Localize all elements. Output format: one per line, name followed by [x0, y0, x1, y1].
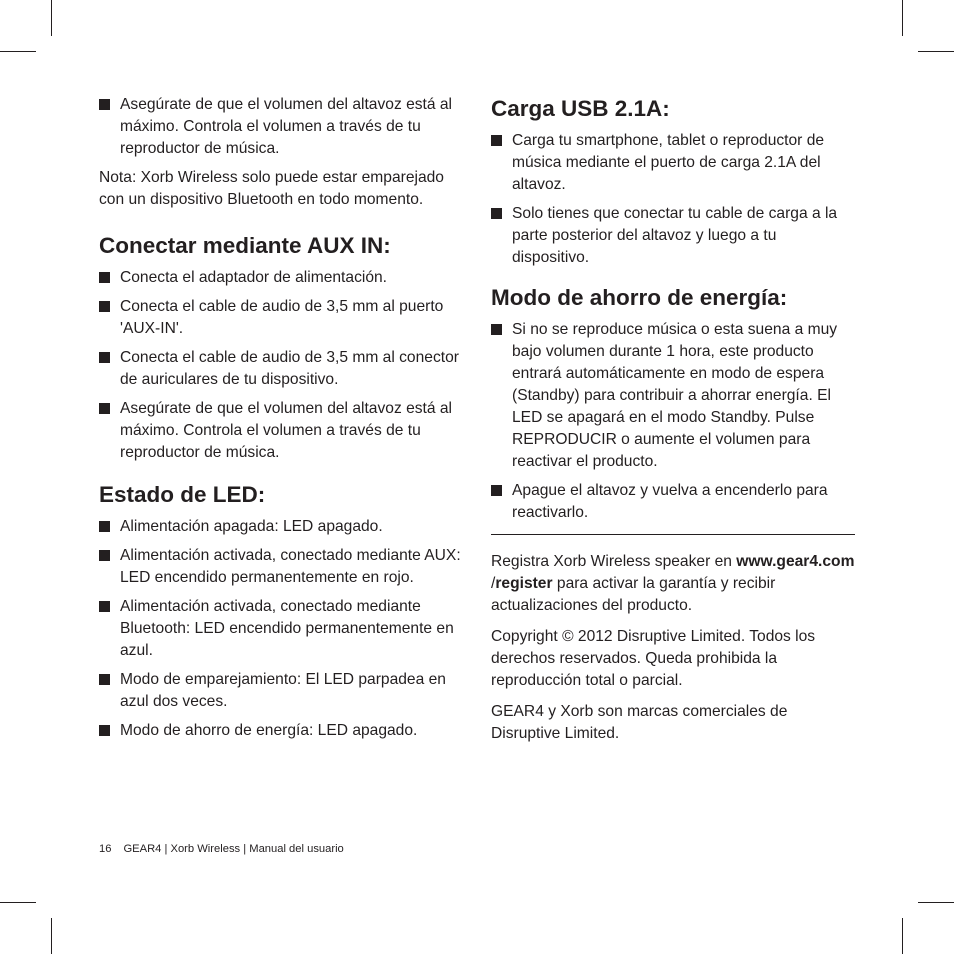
list-item: Asegúrate de que el volumen del altavoz está al máximo. Controla el volumen a través de tu reproductor de música. — [99, 94, 465, 160]
bullet-square-icon — [99, 352, 110, 363]
list-item: Solo tienes que conectar tu cable de carga a la parte posterior del altavoz y luego a tu dispositivo. — [491, 203, 855, 269]
aux-bullet-list — [99, 267, 465, 464]
website-link[interactable]: www.gear4.com — [736, 553, 855, 570]
bullet-square-icon — [99, 272, 110, 283]
bullet-square-icon — [99, 99, 110, 110]
list-item: Apague el altavoz y vuelva a encenderlo para reactivarlo. — [491, 480, 855, 524]
list-item: Si no se reproduce música o esta suena a muy bajo volumen durante 1 hora, este producto entrará automáticamente en modo de espera (Standby) para contribuir a ahorrar energía. El LED se apagará en el modo Standby. Pulse REPRODUCIR o aumente el volumen para reactivar el producto. — [491, 319, 855, 473]
section-title-energy: Modo de ahorro de energía: — [491, 285, 788, 310]
bluetooth-note: Nota: Xorb Wireless solo puede estar emparejado con un dispositivo Bluetooth en todo momento. — [99, 169, 444, 208]
list-item: Asegúrate de que el volumen del altavoz está al máximo. Controla el volumen a través de tu reproductor de música. — [99, 398, 465, 464]
usb-bullet-list — [491, 130, 855, 269]
left-column — [99, 94, 465, 749]
led-bullet-list — [99, 516, 465, 742]
section-title-usb: Carga USB 2.1A: — [491, 96, 670, 121]
list-item: Modo de ahorro de energía: LED apagado. — [99, 720, 465, 742]
energy-bullet-list — [491, 319, 855, 524]
list-item: Conecta el adaptador de alimentación. — [99, 267, 465, 289]
bullet-square-icon — [99, 403, 110, 414]
crop-mark-top-right-h — [918, 51, 954, 52]
list-item: Alimentación activada, conectado mediante AUX: LED encendido permanentemente en rojo. — [99, 545, 465, 589]
crop-mark-top-right-v — [902, 0, 903, 36]
copyright-text: Copyright © 2012 Disruptive Limited. Todos los derechos reservados. Queda prohibida la reproducción total o parcial. — [491, 628, 816, 689]
bullet-square-icon — [99, 550, 110, 561]
bullet-square-icon — [99, 725, 110, 736]
divider — [491, 534, 855, 535]
section-title-aux: Conectar mediante AUX IN: — [99, 233, 391, 258]
list-item: Alimentación apagada: LED apagado. — [99, 516, 465, 538]
bullet-square-icon — [491, 485, 502, 496]
register-link[interactable]: register — [495, 575, 553, 592]
list-item: Alimentación activada, conectado mediante Bluetooth: LED encendido permanentemente en azul. — [99, 596, 465, 662]
crop-mark-bottom-right-h — [918, 902, 954, 903]
bullet-square-icon — [491, 324, 502, 335]
list-item: Modo de emparejamiento: El LED parpadea en azul dos veces. — [99, 669, 465, 713]
intro-bullet-list — [99, 94, 465, 160]
crop-mark-top-left-v — [51, 0, 52, 36]
footer-text: GEAR4 | Xorb Wireless | Manual del usuario — [123, 843, 344, 855]
crop-mark-top-left-h — [0, 51, 36, 52]
registration-text: Registra Xorb Wireless speaker en www.gear4.com /register para activar la garantía y recibir actualizaciones del producto. — [491, 553, 855, 614]
list-item: Carga tu smartphone, tablet o reproductor de música mediante el puerto de carga 2.1A del altavoz. — [491, 130, 855, 196]
bullet-square-icon — [491, 135, 502, 146]
crop-mark-bottom-left-h — [0, 902, 36, 903]
list-item: Conecta el cable de audio de 3,5 mm al puerto 'AUX-IN'. — [99, 296, 465, 340]
crop-mark-bottom-left-v — [51, 918, 52, 954]
section-title-led: Estado de LED: — [99, 482, 266, 507]
bullet-square-icon — [99, 601, 110, 612]
page-number: 16 — [99, 843, 112, 855]
bullet-square-icon — [491, 208, 502, 219]
crop-mark-bottom-right-v — [902, 918, 903, 954]
bullet-square-icon — [99, 521, 110, 532]
trademark-text: GEAR4 y Xorb son marcas comerciales de Disruptive Limited. — [491, 703, 788, 742]
list-item: Conecta el cable de audio de 3,5 mm al conector de auriculares de tu dispositivo. — [99, 347, 465, 391]
bullet-square-icon — [99, 301, 110, 312]
page-footer — [99, 843, 344, 855]
right-column — [491, 94, 855, 745]
bullet-square-icon — [99, 674, 110, 685]
